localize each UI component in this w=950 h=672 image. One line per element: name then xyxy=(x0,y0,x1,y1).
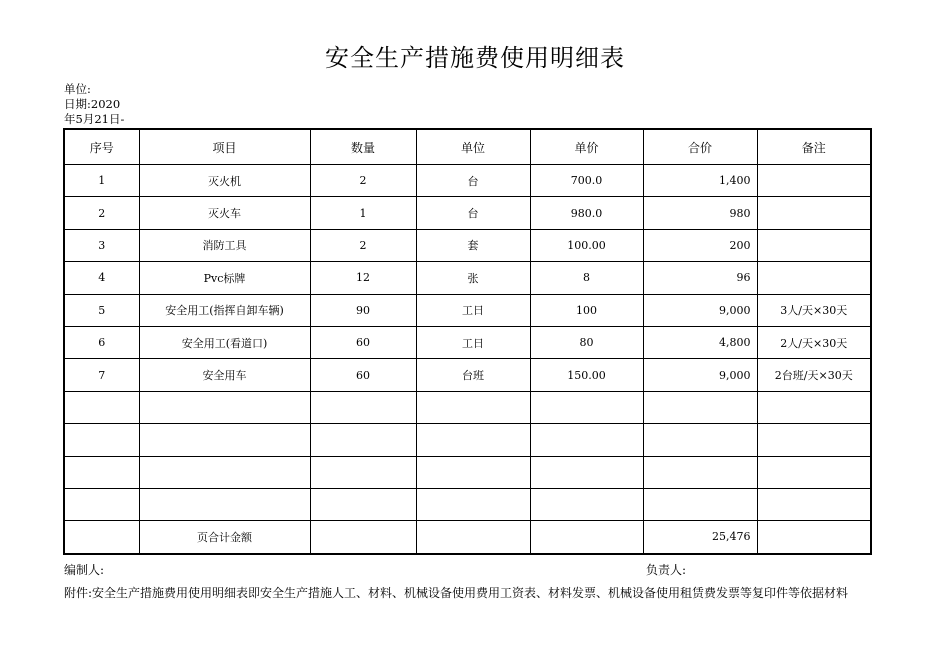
cell-remarks xyxy=(757,456,871,488)
table-row xyxy=(64,229,871,261)
header-index: 序号 xyxy=(64,129,139,165)
cell-item: 灭火机 xyxy=(139,165,310,197)
cell-item: 灭火车 xyxy=(139,197,310,229)
cell-item: 安全用车 xyxy=(139,359,310,391)
cell-unit: 台 xyxy=(416,197,530,229)
cell-unit-price: 980.0 xyxy=(530,197,643,229)
cell-unit-price: 150.00 xyxy=(530,359,643,391)
total-cell-remarks xyxy=(757,521,871,554)
cell-index xyxy=(64,456,139,488)
cell-item: Pvc标牌 xyxy=(139,262,310,294)
meta-block xyxy=(64,82,124,127)
cell-unit-price: 80 xyxy=(530,326,643,358)
date-line-2: 年5月21日- xyxy=(64,112,125,126)
cell-remarks xyxy=(757,424,871,456)
cell-quantity xyxy=(310,424,416,456)
cell-index: 7 xyxy=(64,359,139,391)
cell-unit-price: 8 xyxy=(530,262,643,294)
total-cell-quantity xyxy=(310,521,416,554)
cell-quantity xyxy=(310,391,416,423)
table-row xyxy=(64,424,871,456)
cell-remarks: 3人/天×30天 xyxy=(757,294,871,326)
cell-total-price: 9,000 xyxy=(643,359,757,391)
total-value: 25,476 xyxy=(643,521,757,554)
cell-index: 6 xyxy=(64,326,139,358)
cell-remarks xyxy=(757,262,871,294)
unit-label: 单位: xyxy=(64,82,91,96)
cell-remarks xyxy=(757,197,871,229)
responsible-label: 负责人: xyxy=(646,563,687,577)
table-row xyxy=(64,359,871,391)
header-quantity: 数量 xyxy=(310,129,416,165)
cell-index: 3 xyxy=(64,229,139,261)
header-unit-price: 单价 xyxy=(530,129,643,165)
header-unit: 单位 xyxy=(416,129,530,165)
total-label: 页合计金额 xyxy=(139,521,310,554)
table-row xyxy=(64,197,871,229)
cell-quantity: 2 xyxy=(310,229,416,261)
cell-total-price: 9,000 xyxy=(643,294,757,326)
total-cell-index xyxy=(64,521,139,554)
table-row xyxy=(64,488,871,520)
cell-quantity: 60 xyxy=(310,359,416,391)
cell-index: 2 xyxy=(64,197,139,229)
cell-item: 安全用工(指挥自卸车辆) xyxy=(139,294,310,326)
table-row xyxy=(64,165,871,197)
cell-item xyxy=(139,488,310,520)
cell-unit: 台班 xyxy=(416,359,530,391)
cell-remarks: 2人/天×30天 xyxy=(757,326,871,358)
signature-line xyxy=(64,561,870,578)
cell-unit xyxy=(416,456,530,488)
cell-unit-price: 100 xyxy=(530,294,643,326)
cell-unit-price: 100.00 xyxy=(530,229,643,261)
cell-quantity xyxy=(310,456,416,488)
header-item: 项目 xyxy=(139,129,310,165)
total-row xyxy=(64,521,871,554)
cell-unit-price xyxy=(530,391,643,423)
cell-item xyxy=(139,424,310,456)
cell-remarks xyxy=(757,229,871,261)
cell-quantity: 90 xyxy=(310,294,416,326)
total-cell-unit xyxy=(416,521,530,554)
cell-unit xyxy=(416,424,530,456)
cell-index: 1 xyxy=(64,165,139,197)
cell-unit-price xyxy=(530,456,643,488)
page-title: 安全生产措施费使用明细表 xyxy=(325,44,625,72)
cell-total-price xyxy=(643,456,757,488)
cell-unit: 套 xyxy=(416,229,530,261)
date-line-1: 日期:2020 xyxy=(64,97,121,111)
cell-unit: 工日 xyxy=(416,294,530,326)
table-row xyxy=(64,294,871,326)
cell-unit: 张 xyxy=(416,262,530,294)
cell-total-price xyxy=(643,391,757,423)
table-row xyxy=(64,456,871,488)
cell-unit: 工日 xyxy=(416,326,530,358)
cell-item: 消防工具 xyxy=(139,229,310,261)
cell-total-price xyxy=(643,424,757,456)
cell-total-price: 1,400 xyxy=(643,165,757,197)
cell-unit xyxy=(416,488,530,520)
cell-item: 安全用工(看道口) xyxy=(139,326,310,358)
header-remarks: 备注 xyxy=(757,129,871,165)
cell-quantity: 2 xyxy=(310,165,416,197)
cell-quantity: 1 xyxy=(310,197,416,229)
table-row xyxy=(64,326,871,358)
cell-item xyxy=(139,456,310,488)
cell-unit-price xyxy=(530,424,643,456)
cell-total-price: 980 xyxy=(643,197,757,229)
cell-total-price xyxy=(643,488,757,520)
table-row xyxy=(64,262,871,294)
cell-quantity: 60 xyxy=(310,326,416,358)
cell-index: 5 xyxy=(64,294,139,326)
cell-index xyxy=(64,391,139,423)
cell-remarks: 2台班/天×30天 xyxy=(757,359,871,391)
table-row xyxy=(64,391,871,423)
cell-remarks xyxy=(757,488,871,520)
cell-remarks xyxy=(757,165,871,197)
compiler-label: 编制人: xyxy=(64,563,105,577)
header-total-price: 合价 xyxy=(643,129,757,165)
cell-total-price: 200 xyxy=(643,229,757,261)
cell-index xyxy=(64,424,139,456)
cell-index xyxy=(64,488,139,520)
cell-total-price: 4,800 xyxy=(643,326,757,358)
cell-quantity: 12 xyxy=(310,262,416,294)
expense-table xyxy=(63,128,872,555)
header-row xyxy=(64,129,871,165)
cell-remarks xyxy=(757,391,871,423)
cell-unit: 台 xyxy=(416,165,530,197)
cell-unit-price: 700.0 xyxy=(530,165,643,197)
cell-unit-price xyxy=(530,488,643,520)
cell-unit xyxy=(416,391,530,423)
attachment-note: 附件:安全生产措施费用使用明细表即安全生产措施人工、材料、机械设备使用费用工资表、材料发票、机械设备使用租赁费发票等复印件等依据材料 xyxy=(64,586,849,600)
cell-total-price: 96 xyxy=(643,262,757,294)
cell-index: 4 xyxy=(64,262,139,294)
cell-quantity xyxy=(310,488,416,520)
cell-item xyxy=(139,391,310,423)
total-cell-unit-price xyxy=(530,521,643,554)
